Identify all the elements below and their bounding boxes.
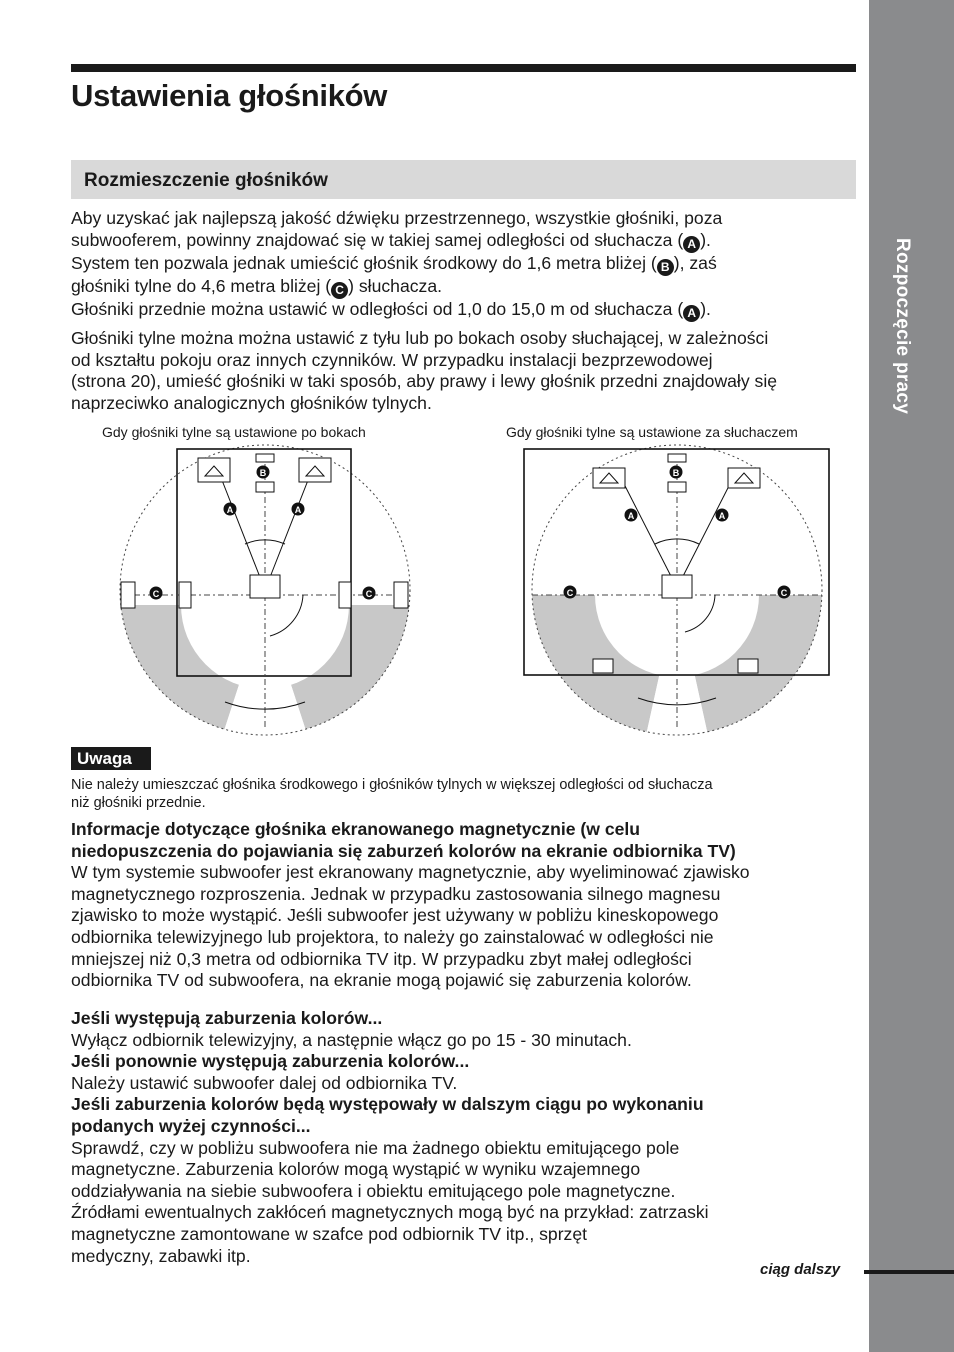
section-heading-box bbox=[71, 160, 856, 199]
badge-b-icon: B bbox=[657, 259, 674, 276]
badge-a-icon: A bbox=[683, 236, 700, 253]
svg-text:B: B bbox=[259, 468, 267, 478]
svg-text:C: C bbox=[152, 589, 160, 599]
intro-paragraph-2: Głośniki tylne można można ustawić z tyłu lub po bokach osoby słuchającej, w zależności od kształtu pokoju oraz innych czynników. W przypadku instalacji bezprzewodowej (strona 20), umieść głośniki w taki sposób, aby prawy i lewy głośnik przedni znajdowały się naprzeciwko analogicznych głośników tylnych. bbox=[71, 328, 778, 413]
page-title: Ustawienia głośników bbox=[71, 78, 388, 113]
svg-text:C: C bbox=[566, 588, 574, 598]
magnetic-shield-section: Informacje dotyczące głośnika ekranowanego magnetycznie (w celu niedopuszczenia do pojawiania się zaburzeń kolorów na ekranie odbiornika TV) W tym systemie subwoofer jest ekranowany magnetycznie, aby wyeliminować zjawisko magnetycznego rozproszenia. Jednak w przypadku zastosowania silnego magnesu zjawisko to może wystąpić. Jeśli subwoofer jest używany w pobliżu kineskopowego odbiornika telewizyjnego lub projektora, to należy go zainstalować w odległości nie mniejszej niż 0,3 metra od odbiornika TV itp. W przypadku zbyt małej odległości odbiornika TV od subwoofera, na ekranie mogą pojawić się zaburzenia kolorów. bbox=[71, 819, 750, 991]
svg-text:C: C bbox=[365, 589, 373, 599]
continued-label: ciąg dalszy bbox=[760, 1261, 841, 1278]
svg-text:A: A bbox=[627, 511, 635, 521]
troubleshoot-section: Jeśli występują zaburzenia kolorów... Wyłącz odbiornik telewizyjny, a następnie włącz go po 15 - 30 minutach. Jeśli ponownie występują zaburzenia kolorów... Należy ustawić subwoofer dalej od odbiornika TV. Jeśli zaburzenia kolorów będą występowały w dalszym ciągu po wykonaniu podanych wyżej czynności... Sprawdź, czy w pobliżu subwoofera nie ma żadnego obiektu emitującego pole magnetyczne. Zaburzenia kolorów mogą wystąpić w wyniku wzajemnego oddziaływania na siebie subwoofera i obiektu emitującego pole magnetyczne. Źródłami ewentualnych zakłóceń magnetycznych mogą być na przykład: zatrzaski magnetyczne zamontowane w szafce pod odbiornik TV itp., sprzęt medyczny, zabawki itp. bbox=[71, 1008, 709, 1266]
right-diagram-caption: Gdy głośniki tylne są ustawione za słuchaczem bbox=[506, 424, 798, 440]
badge-a-icon: A bbox=[683, 305, 700, 322]
svg-text:A: A bbox=[226, 505, 234, 515]
note-text: Nie należy umieszczać głośnika środkowego i głośników tylnych w większej odległości od słuchacza niż głośniki przednie. bbox=[71, 777, 713, 811]
note-label: Uwaga bbox=[71, 747, 151, 770]
section-heading: Rozmieszczenie głośników bbox=[84, 170, 328, 191]
svg-text:A: A bbox=[294, 505, 302, 515]
svg-text:C: C bbox=[780, 588, 788, 598]
continued-rule bbox=[864, 1270, 954, 1274]
sidebar-label: Rozpoczęcie pracy bbox=[892, 238, 913, 415]
badge-c-icon: C bbox=[331, 282, 348, 299]
title-rule bbox=[71, 64, 856, 72]
svg-text:B: B bbox=[672, 468, 680, 478]
intro-paragraph-1: Aby uzyskać jak najlepszą jakość dźwięku przestrzennego, wszystkie głośniki, poza subwooferem, powinny znajdować się w takiej samej odległości od słuchacza ( A ). System ten pozwala jednak umieścić głośnik środkowy do 1,6 metra bliżej ( B ), zaś głośniki tylne do 4,6 metra bliżej ( C ) słuchacza. Głośniki przednie można ustawić w odległości od 1,0 do 15,0 m od słuchacza ( A ). bbox=[71, 208, 723, 320]
left-diagram-caption: Gdy głośniki tylne są ustawione po bokach bbox=[102, 424, 366, 440]
svg-text:A: A bbox=[718, 511, 726, 521]
speaker-diagram-behind bbox=[520, 440, 835, 740]
speaker-diagram-side bbox=[115, 440, 415, 740]
